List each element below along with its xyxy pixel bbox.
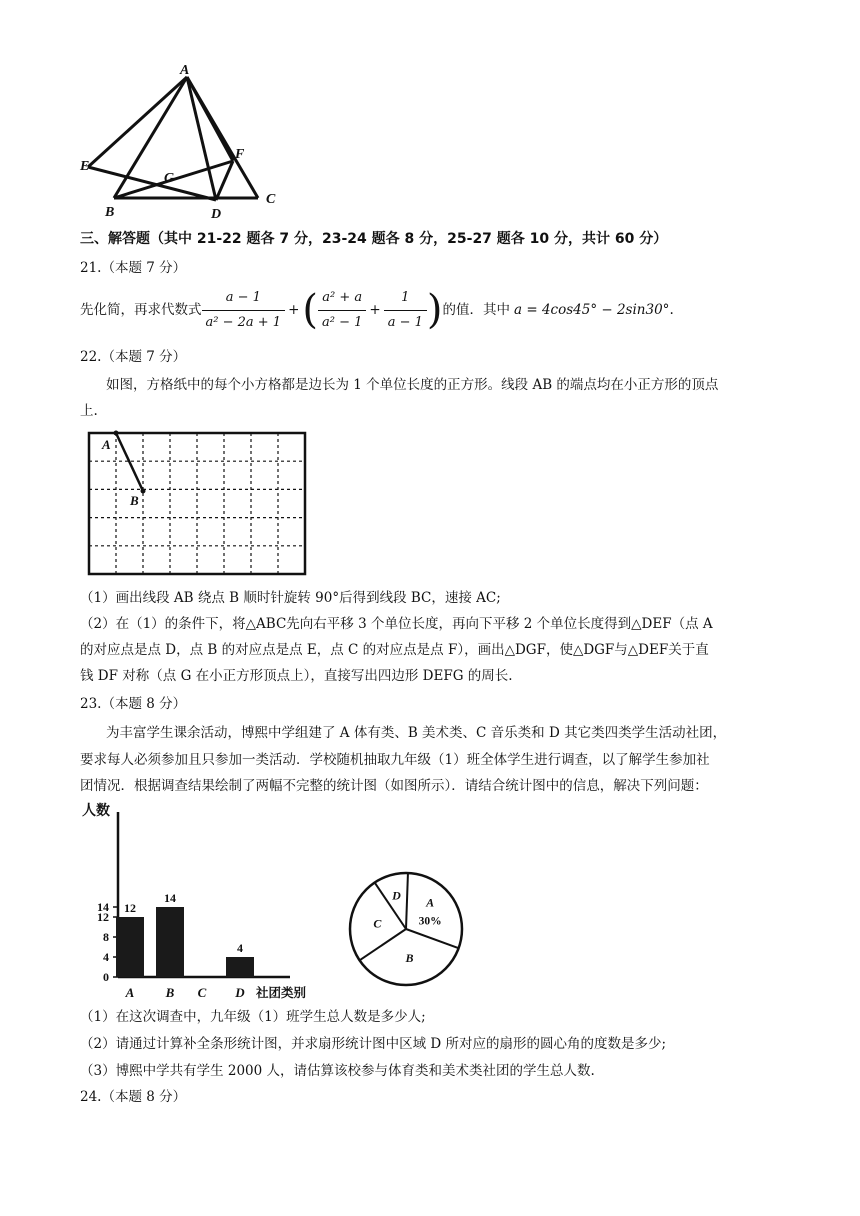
data-label-a: 12 [124, 901, 136, 915]
triangle-figure [70, 60, 300, 225]
label-b: B [105, 205, 115, 220]
q21-formula: a = 4cos45° − 2sin30° [514, 302, 670, 318]
label-c: C [266, 192, 276, 207]
fraction-3-numerator: 1 [384, 288, 427, 311]
fraction-1 [202, 288, 286, 333]
point-a [114, 431, 119, 436]
slice-label-b: B [405, 950, 414, 965]
grid-label-a: A [102, 437, 111, 452]
bar-d [226, 957, 254, 977]
q23-intro-line3: 团情况．根据调查结果绘制了两幅不完整的统计图（如图所示）．请结合统计图中的信息，解决下列问题： [80, 778, 708, 794]
q23-part1: （1）在这次调查中，九年级（1）班学生总人数是多少人; [80, 1009, 426, 1025]
slice-percent-a: 30% [418, 915, 442, 928]
grid-border [89, 433, 305, 574]
label-d: D [211, 207, 222, 222]
pie-chart [346, 866, 468, 992]
x-tick-label-b: B [165, 985, 175, 1000]
y-axis-label: 人数 [82, 804, 110, 819]
q21-expression [80, 285, 674, 335]
q23-number: 23.（本题 8 分） [80, 696, 187, 712]
label-e: E [80, 159, 90, 174]
label-g: G [164, 171, 175, 186]
x-axis-label: 社团类别 [256, 986, 307, 1000]
x-tick-label-a: A [125, 985, 135, 1000]
segment-ae [88, 77, 187, 167]
slice-label-c: C [373, 916, 382, 931]
q23-part2: （2）请通过计算补全条形统计图，并求扇形统计图中区域 D 所对应的扇形的圆心角的度数是多少; [80, 1036, 667, 1052]
fraction-2-numerator: a² + a [318, 288, 366, 311]
slice-label-d: D [392, 888, 401, 903]
fraction-1-denominator: a² − 2a + 1 [205, 314, 282, 330]
q21-number: 21.（本题 7 分） [80, 260, 187, 276]
label-f: F [235, 147, 245, 162]
q21-suffix: 的值．其中 [442, 302, 510, 318]
data-label-b: 14 [164, 891, 176, 905]
plus-sign: + [288, 302, 300, 318]
left-paren: ( [302, 287, 318, 333]
q23-intro-line2: 要求每人必须参加且只参加一类活动．学校随机抽取九年级（1）班全体学生进行调查，以了解学生参加社 [80, 752, 710, 768]
fraction-2 [318, 288, 366, 333]
section-heading: 三、解答题（其中 21-22 题各 7 分，23-24 题各 8 分，25-27 题各 10 分，共计 60 分） [80, 231, 668, 247]
grid-figure [86, 430, 310, 580]
point-b [141, 489, 146, 494]
q22-part2-line2: 的对应点是点 D，点 B 的对应点是点 E，点 C 的对应点是点 F），画出△DGF，使△DGF与△DEF关于直 [80, 642, 709, 658]
x-tick-label-c: C [197, 985, 207, 1000]
segment-ad [187, 77, 216, 200]
fraction-3-denominator: a − 1 [387, 314, 423, 330]
q22-number: 22.（本题 7 分） [80, 349, 187, 365]
q22-part1: （1）画出线段 AB 绕点 B 顺时针旋转 90°后得到线段 BC，速接 AC; [80, 590, 501, 606]
y-tick-label: 14 [97, 900, 109, 914]
q24-number: 24.（本题 8 分） [80, 1089, 187, 1105]
data-label-d: 4 [237, 941, 243, 955]
q22-intro-line2: 上. [80, 403, 98, 419]
fraction-3 [384, 288, 427, 333]
y-tick-label: 0 [103, 970, 109, 984]
q23-part3: （3）博熙中学共有学生 2000 人，请估算该校参与体育类和美术类社团的学生总人数. [80, 1063, 595, 1079]
bar-b [156, 907, 184, 977]
fraction-1-numerator: a − 1 [202, 288, 286, 311]
q21-prefix: 先化简，再求代数式 [80, 302, 202, 318]
segment-af [187, 77, 233, 161]
label-a: A [180, 63, 190, 78]
q22-intro-line1: 如图，方格纸中的每个小方格都是边长为 1 个单位长度的正方形。线段 AB 的端点均在小正方形的顶点 [106, 377, 719, 393]
q22-part2-line1: （2）在（1）的条件下，将△ABC先向右平移 3 个单位长度，再向下平移 2 个单位长度得到△DEF（点 A [80, 616, 713, 632]
y-tick-label: 4 [103, 950, 109, 964]
right-paren: ) [426, 287, 443, 333]
segment-ab-grid [116, 433, 143, 491]
q23-intro-line1: 为丰富学生课余活动，博熙中学组建了 A 体有类、B 美术类、C 音乐类和 D 其它类四类学生活动社团， [106, 725, 727, 741]
x-tick-label-d: D [235, 985, 245, 1000]
fraction-2-denominator: a² − 1 [322, 314, 363, 330]
q22-part2-line3: 钱 DF 对称（点 G 在小正方形顶点上），直接写出四边形 DEFG 的周长. [80, 668, 513, 684]
grid-label-b: B [130, 493, 139, 508]
y-tick-label: 12 [97, 910, 109, 924]
bar-a [116, 917, 144, 977]
plus-sign-2: + [369, 302, 381, 318]
slice-label-a: A [426, 895, 435, 910]
y-tick-label: 8 [103, 930, 109, 944]
bar-chart [80, 800, 340, 1002]
q21-end: . [669, 302, 674, 318]
